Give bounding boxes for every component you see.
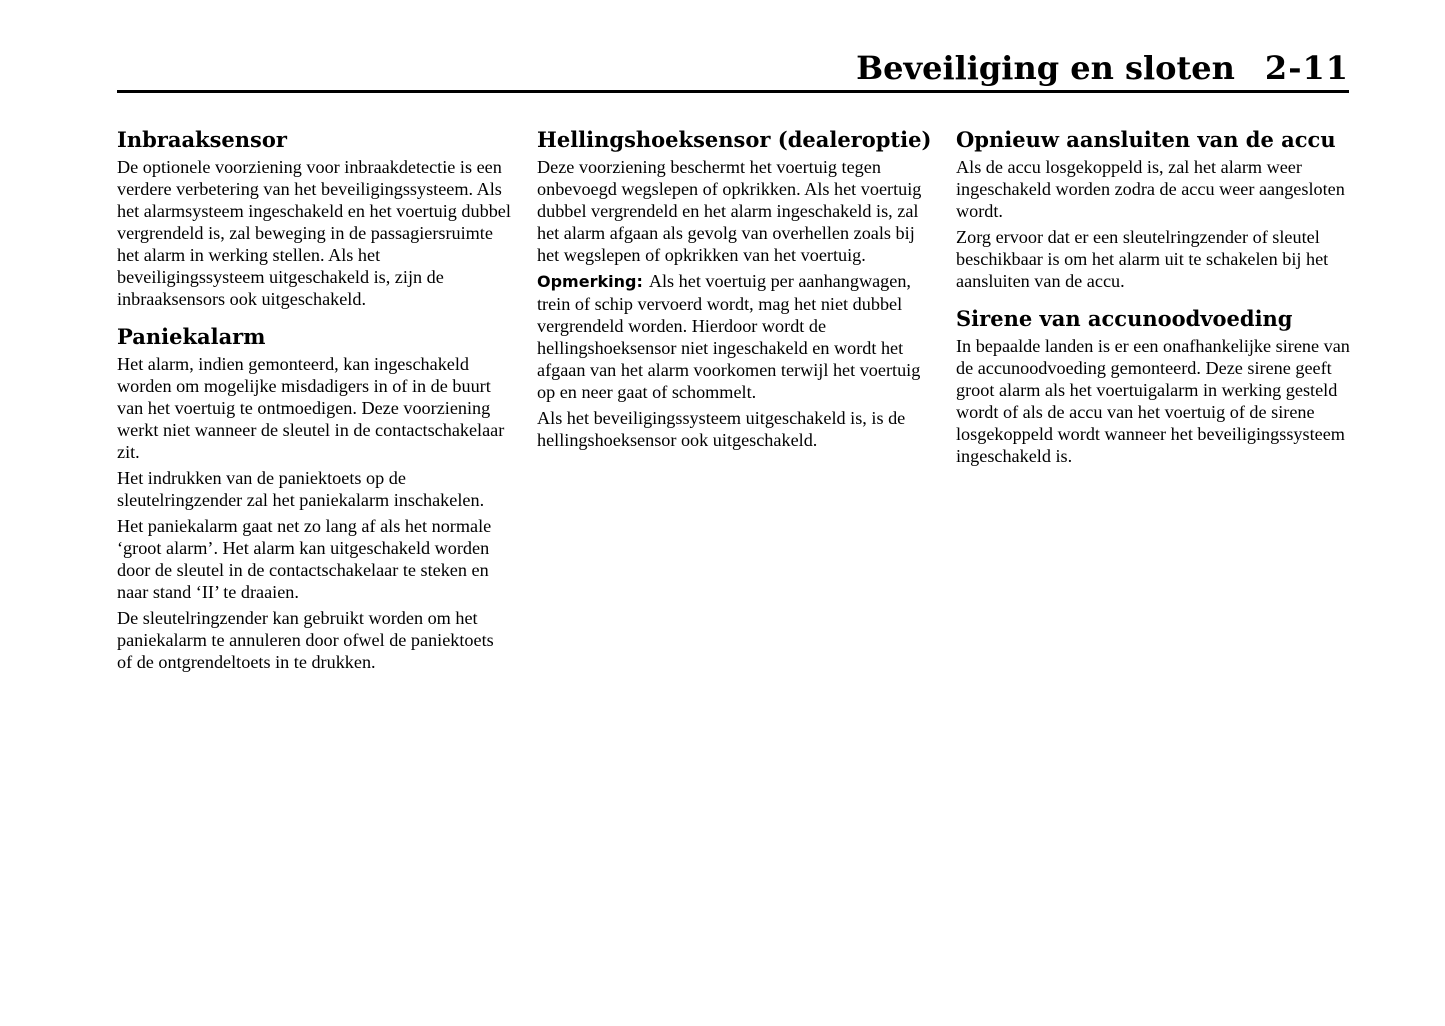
paragraph: Zorg ervoor dat er een sleutelringzender of sleutel beschikbaar is om het alarm uit te schakelen bij het aansluiten van de accu. (956, 227, 1329, 291)
chapter-title: Beveiliging en sloten (856, 49, 1235, 87)
column-3 (956, 127, 1351, 481)
section-heading: Paniekalarm (117, 324, 266, 349)
note-paragraph (537, 270, 937, 403)
page-number: 2-11 (1264, 49, 1349, 87)
section-inbraaksensor (117, 127, 512, 310)
section-hellingshoeksensor (537, 127, 937, 451)
column-1 (117, 127, 512, 687)
note-label: Opmerking: (537, 272, 643, 291)
paragraph: Als de accu losgekoppeld is, zal het alarm weer ingeschakeld worden zodra de accu weer aangesloten wordt. (956, 157, 1345, 221)
paragraph: Het indrukken van de paniektoets op de sleutelringzender zal het paniekalarm inschakelen. (117, 468, 485, 510)
section-heading: Hellingshoeksensor (dealeroptie) (537, 127, 932, 152)
note-text: Als het voertuig per aanhangwagen, trein of schip vervoerd wordt, mag het niet dubbel vergrendeld worden. Hierdoor wordt de hellingshoeksensor niet ingeschakeld en wordt het afgaan van het alarm voorkomen terwijl het voertuig op en neer gaat of schommelt. (537, 271, 921, 402)
paragraph: Het paniekalarm gaat net zo lang af als het normale ‘groot alarm’. Het alarm kan uitgeschakeld worden door de sleutel in de contactschakelaar te steken en naar stand ‘II’ te draaien. (117, 516, 492, 602)
section-heading: Sirene van accunoodvoeding (956, 306, 1293, 331)
paragraph: De optionele voorziening voor inbraakdetectie is een verdere verbetering van het beveiligingssysteem. Als het alarmsysteem ingeschakeld en het voertuig dubbel vergrendeld is, zal beweging in de passagiersruimte het alarm in werking stellen. Als het beveiligingssysteem uitgeschakeld is, zijn de inbraaksensors ook uitgeschakeld. (117, 157, 511, 309)
section-accu-aansluiten (956, 127, 1351, 292)
header-title (856, 50, 1349, 86)
section-paniekalarm (117, 324, 512, 673)
section-heading: Opnieuw aansluiten van de accu (956, 127, 1336, 152)
page-header (117, 42, 1349, 93)
paragraph: De sleutelringzender kan gebruikt worden om het paniekalarm te annuleren door ofwel de paniektoets of de ontgrendeltoets in te drukken. (117, 608, 494, 672)
paragraph: Als het beveiligingssysteem uitgeschakeld is, is de hellingshoeksensor ook uitgeschakeld. (537, 408, 906, 450)
section-sirene (956, 306, 1351, 467)
column-2 (537, 127, 937, 465)
paragraph: Deze voorziening beschermt het voertuig tegen onbevoegd wegslepen of opkrikken. Als het voertuig dubbel vergrendeld en het alarm ingeschakeld is, zal het alarm afgaan als gevolg van overhellen zoals bij het wegslepen of opkrikken van het voertuig. (537, 157, 922, 265)
paragraph: Het alarm, indien gemonteerd, kan ingeschakeld worden om mogelijke misdadigers in of in de buurt van het voertuig te ontmoedigen. Deze voorziening werkt niet wanneer de sleutel in de contactschakelaar zit. (117, 354, 505, 462)
section-heading: Inbraaksensor (117, 127, 287, 152)
paragraph: In bepaalde landen is er een onafhankelijke sirene van de accunoodvoeding gemonteerd. Deze sirene geeft groot alarm als het voertuigalarm in werking gesteld wordt of als de accu van het voertuig of de sirene losgekoppeld wordt wanneer het beveiligingssysteem ingeschakeld is. (956, 336, 1350, 466)
